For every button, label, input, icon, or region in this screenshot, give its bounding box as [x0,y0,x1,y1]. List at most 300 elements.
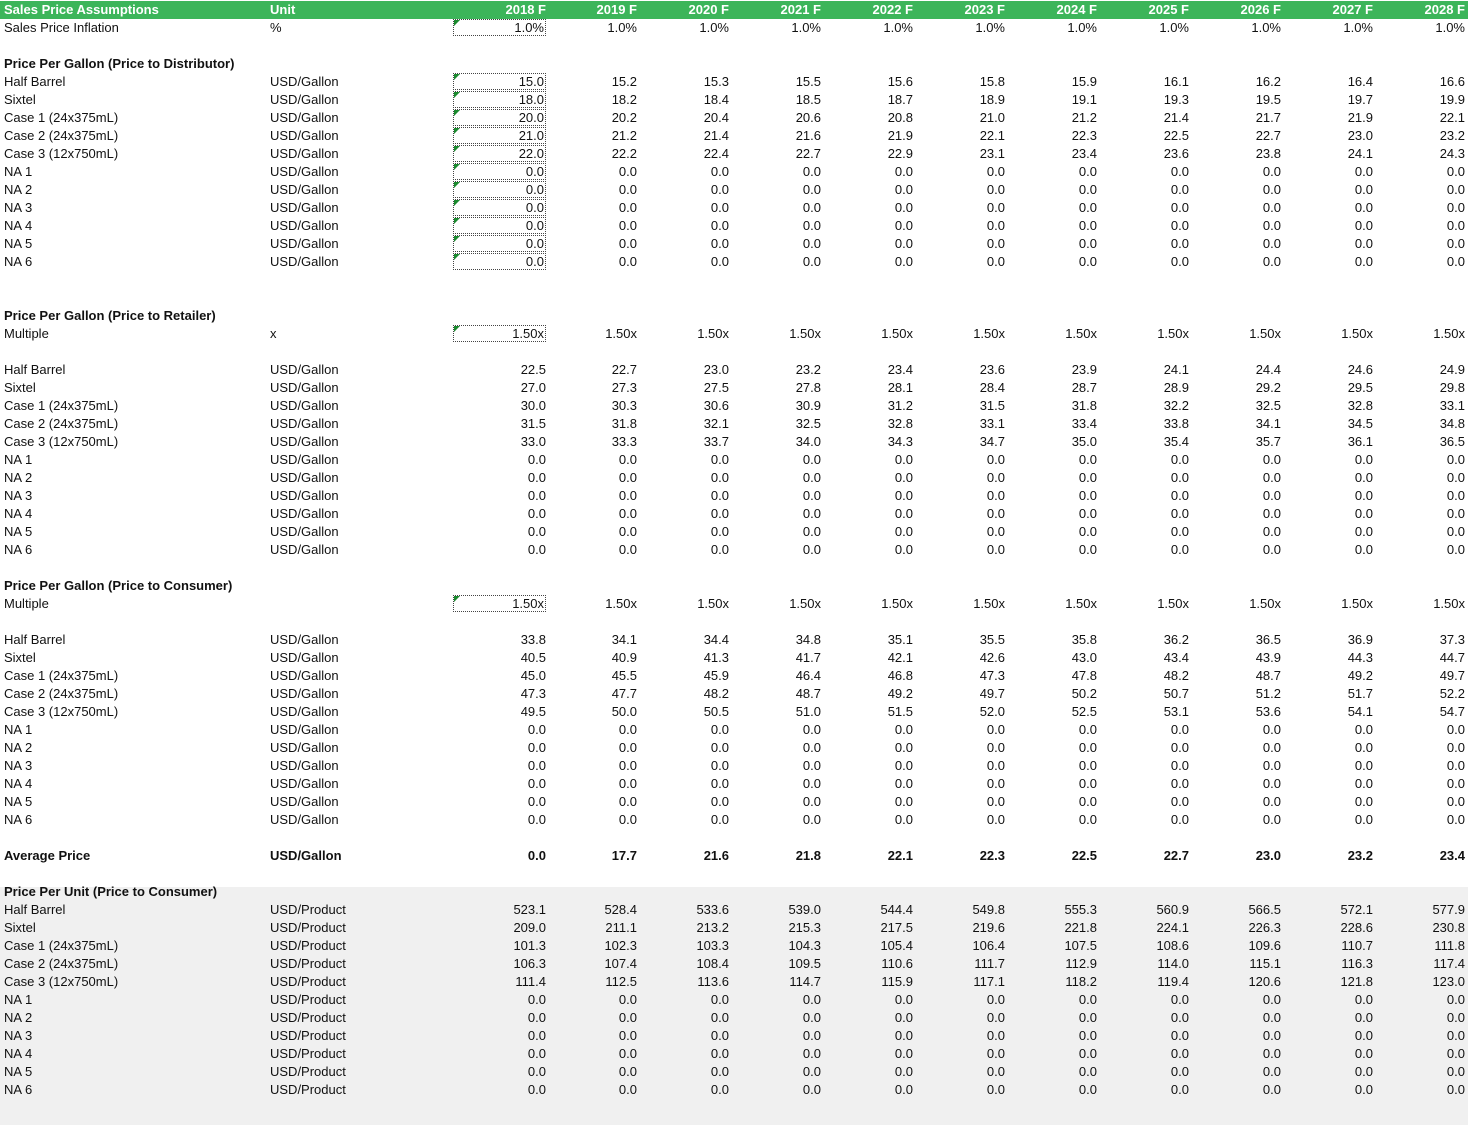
value-cell[interactable]: 0.0 [986,506,1005,521]
value-cell[interactable]: 0.0 [1354,506,1373,521]
value-cell[interactable]: 0.0 [618,218,637,233]
value-cell[interactable]: 22.4 [703,146,729,161]
value-cell[interactable]: 0.0 [618,1010,637,1025]
value-cell[interactable]: 0.0 [618,506,637,521]
value-cell[interactable]: 0.0 [986,236,1005,251]
value-cell[interactable]: 0.0 [618,1046,637,1061]
value-cell[interactable]: 0.0 [986,542,1005,557]
input-cell[interactable]: 0.0 [453,235,546,252]
value-cell[interactable]: 49.2 [887,686,913,701]
value-cell[interactable]: 32.2 [1163,398,1189,413]
value-cell[interactable]: 30.9 [795,398,821,413]
value-cell[interactable]: 0.0 [894,542,913,557]
value-cell[interactable]: 1.50x [1065,596,1097,611]
value-cell[interactable]: 0.0 [1262,254,1281,269]
value-cell[interactable]: 0.0 [986,758,1005,773]
value-cell[interactable]: 0.0 [527,1046,546,1061]
value-cell[interactable]: 15.5 [795,74,821,89]
value-cell[interactable]: 34.1 [1255,416,1281,431]
value-cell[interactable]: 15.8 [979,74,1005,89]
value-cell[interactable]: 111.8 [1434,938,1465,953]
value-cell[interactable]: 0.0 [618,992,637,1007]
value-cell[interactable]: 0.0 [710,488,729,503]
input-cell[interactable]: 18.0 [453,91,546,108]
value-cell[interactable]: 0.0 [894,1064,913,1079]
value-cell[interactable]: 0.0 [1262,776,1281,791]
value-cell[interactable]: 0.0 [1354,1082,1373,1097]
value-cell[interactable]: 0.0 [802,1046,821,1061]
value-cell[interactable]: 15.2 [611,74,637,89]
value-cell[interactable]: 47.3 [520,686,546,701]
value-cell[interactable]: 0.0 [1262,1028,1281,1043]
value-cell[interactable]: 115.9 [881,974,913,989]
value-cell[interactable]: 22.5 [1071,848,1097,863]
value-cell[interactable]: 0.0 [618,254,637,269]
value-cell[interactable]: 50.0 [611,704,637,719]
value-cell[interactable]: 106.4 [972,938,1005,953]
value-cell[interactable]: 123.0 [1432,974,1465,989]
value-cell[interactable]: 1.50x [1249,326,1281,341]
value-cell[interactable]: 0.0 [1446,1064,1465,1079]
value-cell[interactable]: 1.0% [1343,20,1373,35]
value-cell[interactable]: 0.0 [802,794,821,809]
value-cell[interactable]: 0.0 [986,1082,1005,1097]
value-cell[interactable]: 0.0 [527,1082,546,1097]
value-cell[interactable]: 0.0 [527,812,546,827]
value-cell[interactable]: 22.9 [887,146,913,161]
value-cell[interactable]: 0.0 [710,182,729,197]
value-cell[interactable]: 23.2 [1347,848,1373,863]
value-cell[interactable]: 0.0 [986,776,1005,791]
value-cell[interactable]: 0.0 [1078,1064,1097,1079]
value-cell[interactable]: 0.0 [710,812,729,827]
value-cell[interactable]: 0.0 [1262,992,1281,1007]
value-cell[interactable]: 0.0 [802,1028,821,1043]
value-cell[interactable]: 0.0 [527,488,546,503]
value-cell[interactable]: 35.5 [979,632,1005,647]
value-cell[interactable]: 0.0 [618,452,637,467]
value-cell[interactable]: 1.50x [973,596,1005,611]
value-cell[interactable]: 22.1 [887,848,913,863]
value-cell[interactable]: 0.0 [710,740,729,755]
value-cell[interactable]: 1.50x [789,326,821,341]
value-cell[interactable]: 22.7 [1163,848,1189,863]
value-cell[interactable]: 1.0% [1435,20,1465,35]
value-cell[interactable]: 24.1 [1347,146,1373,161]
value-cell[interactable]: 22.3 [979,848,1005,863]
value-cell[interactable]: 1.50x [881,326,913,341]
value-cell[interactable]: 35.8 [1071,632,1097,647]
value-cell[interactable]: 0.0 [1262,236,1281,251]
value-cell[interactable]: 35.4 [1163,434,1189,449]
value-cell[interactable]: 0.0 [1354,470,1373,485]
value-cell[interactable]: 22.7 [1255,128,1281,143]
value-cell[interactable]: 21.9 [1347,110,1373,125]
value-cell[interactable]: 0.0 [1354,524,1373,539]
input-cell[interactable]: 15.0 [453,73,546,90]
value-cell[interactable]: 1.50x [697,326,729,341]
value-cell[interactable]: 0.0 [894,218,913,233]
value-cell[interactable]: 0.0 [1170,1064,1189,1079]
value-cell[interactable]: 0.0 [1262,740,1281,755]
value-cell[interactable]: 22.2 [611,146,637,161]
value-cell[interactable]: 41.3 [703,650,729,665]
value-cell[interactable]: 0.0 [710,758,729,773]
value-cell[interactable]: 32.5 [1255,398,1281,413]
value-cell[interactable]: 0.0 [1170,740,1189,755]
value-cell[interactable]: 566.5 [1248,902,1281,917]
value-cell[interactable]: 45.9 [703,668,729,683]
value-cell[interactable]: 0.0 [802,1064,821,1079]
value-cell[interactable]: 21.6 [795,128,821,143]
value-cell[interactable]: 47.7 [611,686,637,701]
value-cell[interactable]: 114.0 [1157,956,1189,971]
value-cell[interactable]: 217.5 [880,920,913,935]
value-cell[interactable]: 47.8 [1071,668,1097,683]
value-cell[interactable]: 20.8 [887,110,913,125]
value-cell[interactable]: 0.0 [1078,1046,1097,1061]
value-cell[interactable]: 0.0 [618,812,637,827]
value-cell[interactable]: 32.8 [1347,398,1373,413]
value-cell[interactable]: 0.0 [1446,164,1465,179]
value-cell[interactable]: 0.0 [618,794,637,809]
value-cell[interactable]: 23.4 [887,362,913,377]
value-cell[interactable]: 0.0 [527,542,546,557]
value-cell[interactable]: 22.1 [1439,110,1465,125]
value-cell[interactable]: 117.1 [973,974,1005,989]
value-cell[interactable]: 0.0 [894,1028,913,1043]
value-cell[interactable]: 0.0 [802,488,821,503]
value-cell[interactable]: 0.0 [1078,470,1097,485]
value-cell[interactable]: 34.4 [703,632,729,647]
value-cell[interactable]: 0.0 [618,740,637,755]
value-cell[interactable]: 119.4 [1157,974,1189,989]
value-cell[interactable]: 0.0 [1262,470,1281,485]
value-cell[interactable]: 0.0 [527,794,546,809]
value-cell[interactable]: 44.3 [1347,650,1373,665]
value-cell[interactable]: 29.8 [1439,380,1465,395]
value-cell[interactable]: 0.0 [527,740,546,755]
value-cell[interactable]: 49.7 [1439,668,1465,683]
value-cell[interactable]: 215.3 [788,920,821,935]
value-cell[interactable]: 0.0 [986,452,1005,467]
value-cell[interactable]: 108.6 [1156,938,1189,953]
value-cell[interactable]: 0.0 [1446,1010,1465,1025]
value-cell[interactable]: 0.0 [618,722,637,737]
value-cell[interactable]: 0.0 [710,452,729,467]
value-cell[interactable]: 24.9 [1439,362,1465,377]
value-cell[interactable]: 110.7 [1341,938,1373,953]
value-cell[interactable]: 114.7 [789,974,821,989]
value-cell[interactable]: 30.3 [611,398,637,413]
value-cell[interactable]: 0.0 [527,848,546,863]
value-cell[interactable]: 533.6 [696,902,729,917]
value-cell[interactable]: 31.8 [611,416,637,431]
value-cell[interactable]: 0.0 [1354,1010,1373,1025]
value-cell[interactable]: 0.0 [527,1010,546,1025]
value-cell[interactable]: 0.0 [1446,470,1465,485]
value-cell[interactable]: 121.8 [1340,974,1373,989]
input-cell[interactable]: 0.0 [453,217,546,234]
value-cell[interactable]: 19.7 [1347,92,1373,107]
value-cell[interactable]: 34.8 [795,632,821,647]
value-cell[interactable]: 111.7 [974,956,1005,971]
value-cell[interactable]: 0.0 [1170,452,1189,467]
value-cell[interactable]: 0.0 [802,992,821,1007]
value-cell[interactable]: 0.0 [986,1028,1005,1043]
value-cell[interactable]: 0.0 [894,758,913,773]
value-cell[interactable]: 0.0 [1170,1046,1189,1061]
value-cell[interactable]: 32.5 [795,416,821,431]
value-cell[interactable]: 0.0 [618,776,637,791]
value-cell[interactable]: 0.0 [986,992,1005,1007]
value-cell[interactable]: 112.9 [1065,956,1097,971]
value-cell[interactable]: 117.4 [1433,956,1465,971]
value-cell[interactable]: 0.0 [1262,758,1281,773]
value-cell[interactable]: 0.0 [1446,506,1465,521]
value-cell[interactable]: 211.1 [605,920,637,935]
value-cell[interactable]: 33.7 [703,434,729,449]
value-cell[interactable]: 36.5 [1439,434,1465,449]
value-cell[interactable]: 49.2 [1347,668,1373,683]
value-cell[interactable]: 0.0 [1078,722,1097,737]
value-cell[interactable]: 0.0 [894,1046,913,1061]
value-cell[interactable]: 16.2 [1255,74,1281,89]
value-cell[interactable]: 22.3 [1071,128,1097,143]
value-cell[interactable]: 0.0 [618,1028,637,1043]
value-cell[interactable]: 1.50x [605,326,637,341]
value-cell[interactable]: 0.0 [894,722,913,737]
value-cell[interactable]: 0.0 [1078,164,1097,179]
value-cell[interactable]: 1.50x [881,596,913,611]
value-cell[interactable]: 0.0 [986,740,1005,755]
value-cell[interactable]: 18.2 [611,92,637,107]
value-cell[interactable]: 0.0 [802,470,821,485]
value-cell[interactable]: 31.5 [520,416,546,431]
value-cell[interactable]: 104.3 [788,938,821,953]
value-cell[interactable]: 21.2 [611,128,637,143]
value-cell[interactable]: 0.0 [1446,812,1465,827]
value-cell[interactable]: 1.0% [699,20,729,35]
value-cell[interactable]: 230.8 [1432,920,1465,935]
value-cell[interactable]: 0.0 [527,524,546,539]
value-cell[interactable]: 31.5 [979,398,1005,413]
value-cell[interactable]: 30.0 [520,398,546,413]
value-cell[interactable]: 0.0 [1170,758,1189,773]
value-cell[interactable]: 0.0 [1446,488,1465,503]
value-cell[interactable]: 1.50x [1249,596,1281,611]
value-cell[interactable]: 209.0 [513,920,546,935]
input-cell[interactable]: 1.50x [453,325,546,342]
value-cell[interactable]: 0.0 [1354,452,1373,467]
value-cell[interactable]: 0.0 [986,200,1005,215]
value-cell[interactable]: 34.8 [1439,416,1465,431]
value-cell[interactable]: 43.9 [1255,650,1281,665]
value-cell[interactable]: 18.5 [795,92,821,107]
value-cell[interactable]: 0.0 [986,1064,1005,1079]
value-cell[interactable]: 0.0 [710,1082,729,1097]
value-cell[interactable]: 0.0 [1078,488,1097,503]
value-cell[interactable]: 0.0 [710,794,729,809]
value-cell[interactable]: 47.3 [979,668,1005,683]
value-cell[interactable]: 0.0 [1446,236,1465,251]
value-cell[interactable]: 109.5 [788,956,821,971]
input-cell[interactable]: 21.0 [453,127,546,144]
value-cell[interactable]: 0.0 [1446,1082,1465,1097]
value-cell[interactable]: 0.0 [710,722,729,737]
value-cell[interactable]: 21.0 [979,110,1005,125]
value-cell[interactable]: 22.1 [979,128,1005,143]
value-cell[interactable]: 1.50x [789,596,821,611]
value-cell[interactable]: 213.2 [696,920,729,935]
value-cell[interactable]: 21.6 [703,848,729,863]
value-cell[interactable]: 16.4 [1347,74,1373,89]
value-cell[interactable]: 49.7 [979,686,1005,701]
value-cell[interactable]: 0.0 [1078,758,1097,773]
value-cell[interactable]: 22.7 [795,146,821,161]
value-cell[interactable]: 0.0 [1354,776,1373,791]
value-cell[interactable]: 21.9 [887,128,913,143]
value-cell[interactable]: 22.5 [1163,128,1189,143]
value-cell[interactable]: 48.7 [795,686,821,701]
value-cell[interactable]: 110.6 [881,956,913,971]
value-cell[interactable]: 0.0 [618,488,637,503]
value-cell[interactable]: 0.0 [1262,524,1281,539]
value-cell[interactable]: 0.0 [1446,992,1465,1007]
value-cell[interactable]: 22.7 [611,362,637,377]
value-cell[interactable]: 1.50x [1341,326,1373,341]
value-cell[interactable]: 0.0 [1170,1028,1189,1043]
input-cell[interactable]: 22.0 [453,145,546,162]
value-cell[interactable]: 32.1 [703,416,729,431]
value-cell[interactable]: 19.1 [1071,92,1097,107]
value-cell[interactable]: 0.0 [894,776,913,791]
value-cell[interactable]: 0.0 [802,506,821,521]
value-cell[interactable]: 0.0 [802,1010,821,1025]
input-cell[interactable]: 0.0 [453,253,546,270]
value-cell[interactable]: 1.0% [1067,20,1097,35]
value-cell[interactable]: 46.8 [887,668,913,683]
value-cell[interactable]: 0.0 [1446,794,1465,809]
value-cell[interactable]: 15.9 [1071,74,1097,89]
value-cell[interactable]: 0.0 [1262,1010,1281,1025]
value-cell[interactable]: 1.50x [697,596,729,611]
value-cell[interactable]: 111.4 [515,974,546,989]
value-cell[interactable]: 0.0 [1078,794,1097,809]
value-cell[interactable]: 24.6 [1347,362,1373,377]
value-cell[interactable]: 0.0 [1078,524,1097,539]
value-cell[interactable]: 23.4 [1071,146,1097,161]
value-cell[interactable]: 0.0 [1078,452,1097,467]
value-cell[interactable]: 0.0 [1170,722,1189,737]
value-cell[interactable]: 28.4 [979,380,1005,395]
value-cell[interactable]: 33.1 [1439,398,1465,413]
value-cell[interactable]: 34.1 [611,632,637,647]
value-cell[interactable]: 0.0 [1170,218,1189,233]
value-cell[interactable]: 560.9 [1156,902,1189,917]
value-cell[interactable]: 30.6 [703,398,729,413]
value-cell[interactable]: 0.0 [710,254,729,269]
value-cell[interactable]: 23.6 [979,362,1005,377]
value-cell[interactable]: 0.0 [1354,254,1373,269]
value-cell[interactable]: 23.8 [1255,146,1281,161]
value-cell[interactable]: 0.0 [986,794,1005,809]
value-cell[interactable]: 0.0 [802,740,821,755]
value-cell[interactable]: 0.0 [894,236,913,251]
value-cell[interactable]: 27.0 [520,380,546,395]
value-cell[interactable]: 0.0 [710,1046,729,1061]
value-cell[interactable]: 23.6 [1163,146,1189,161]
value-cell[interactable]: 1.50x [1065,326,1097,341]
value-cell[interactable]: 1.0% [791,20,821,35]
value-cell[interactable]: 18.7 [887,92,913,107]
value-cell[interactable]: 0.0 [1354,182,1373,197]
value-cell[interactable]: 0.0 [1446,776,1465,791]
value-cell[interactable]: 53.6 [1255,704,1281,719]
value-cell[interactable]: 219.6 [972,920,1005,935]
value-cell[interactable]: 0.0 [618,758,637,773]
value-cell[interactable]: 1.50x [605,596,637,611]
value-cell[interactable]: 0.0 [1262,452,1281,467]
value-cell[interactable]: 44.7 [1439,650,1465,665]
value-cell[interactable]: 0.0 [1354,722,1373,737]
value-cell[interactable]: 31.2 [887,398,913,413]
value-cell[interactable]: 0.0 [1446,1028,1465,1043]
value-cell[interactable]: 118.2 [1065,974,1097,989]
value-cell[interactable]: 0.0 [802,254,821,269]
value-cell[interactable]: 0.0 [527,506,546,521]
value-cell[interactable]: 0.0 [1354,1064,1373,1079]
value-cell[interactable]: 22.5 [520,362,546,377]
value-cell[interactable]: 1.0% [607,20,637,35]
value-cell[interactable]: 27.5 [703,380,729,395]
value-cell[interactable]: 0.0 [710,506,729,521]
value-cell[interactable]: 43.0 [1071,650,1097,665]
value-cell[interactable]: 0.0 [986,1010,1005,1025]
value-cell[interactable]: 0.0 [1170,1010,1189,1025]
value-cell[interactable]: 0.0 [894,182,913,197]
value-cell[interactable]: 523.1 [513,902,546,917]
value-cell[interactable]: 33.8 [520,632,546,647]
value-cell[interactable]: 0.0 [1446,758,1465,773]
value-cell[interactable]: 0.0 [527,1064,546,1079]
value-cell[interactable]: 50.7 [1163,686,1189,701]
value-cell[interactable]: 1.50x [973,326,1005,341]
value-cell[interactable]: 0.0 [527,992,546,1007]
value-cell[interactable]: 0.0 [1170,776,1189,791]
value-cell[interactable]: 23.0 [1347,128,1373,143]
value-cell[interactable]: 0.0 [1170,524,1189,539]
value-cell[interactable]: 24.4 [1255,362,1281,377]
value-cell[interactable]: 19.5 [1255,92,1281,107]
value-cell[interactable]: 103.3 [696,938,729,953]
value-cell[interactable]: 0.0 [1446,1046,1465,1061]
value-cell[interactable]: 0.0 [1262,182,1281,197]
value-cell[interactable]: 0.0 [802,1082,821,1097]
value-cell[interactable]: 0.0 [1262,164,1281,179]
value-cell[interactable]: 0.0 [802,182,821,197]
value-cell[interactable]: 577.9 [1432,902,1465,917]
value-cell[interactable]: 544.4 [880,902,913,917]
value-cell[interactable]: 0.0 [1170,470,1189,485]
value-cell[interactable]: 15.3 [703,74,729,89]
value-cell[interactable]: 34.7 [979,434,1005,449]
value-cell[interactable]: 0.0 [1354,740,1373,755]
value-cell[interactable]: 0.0 [802,542,821,557]
value-cell[interactable]: 42.6 [979,650,1005,665]
value-cell[interactable]: 0.0 [710,1028,729,1043]
value-cell[interactable]: 0.0 [894,470,913,485]
